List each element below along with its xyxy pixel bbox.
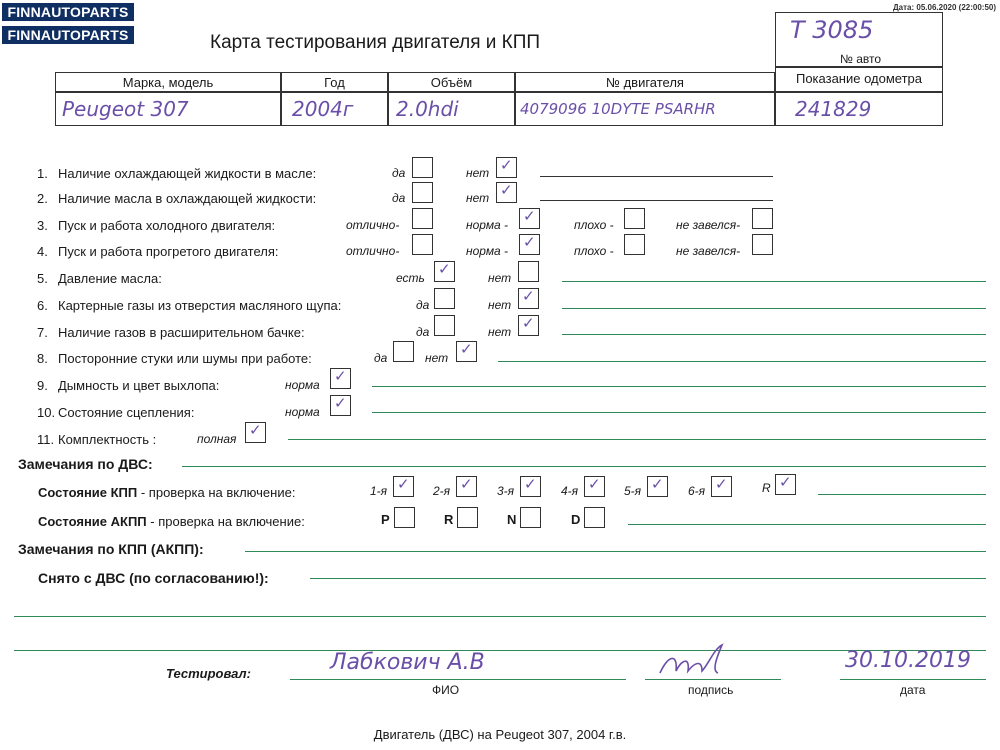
check-mark-icon: ✓: [438, 260, 451, 278]
option-label: полная: [197, 432, 237, 446]
option-label: отлично-: [346, 218, 400, 232]
signature-label: подпись: [688, 683, 734, 697]
kpp-label-bold: Состояние КПП: [38, 485, 138, 500]
item-number: 5.: [37, 271, 48, 286]
check-mark-icon: ✓: [715, 475, 728, 493]
gear-1-checkbox[interactable]: [393, 476, 414, 497]
gear-label: 5-я: [624, 484, 642, 498]
removed-label: Снято с ДВС (по согласованию!):: [38, 570, 269, 586]
gear-label: R: [444, 512, 454, 527]
value-volume: 2.0hdi: [396, 97, 459, 121]
check-mark-icon: ✓: [524, 475, 537, 493]
value-year: 2004г: [292, 97, 354, 121]
gear-d-checkbox[interactable]: [584, 507, 605, 528]
gear-3-checkbox[interactable]: [520, 476, 541, 497]
answer-line: [245, 551, 986, 552]
akpp-label-bold: Состояние АКПП: [38, 514, 147, 529]
checkbox-normal[interactable]: [519, 234, 540, 255]
answer-line: [628, 524, 986, 525]
remarks-dvs-label: Замечания по ДВС:: [18, 456, 153, 472]
col-header-odometer: Показание одометра: [795, 71, 922, 86]
fio-value: Лабкович А.В: [330, 650, 485, 675]
checkbox-yes[interactable]: [412, 182, 433, 203]
gear-label: D: [571, 512, 581, 527]
tested-by-label: Тестировал:: [166, 666, 251, 681]
kpp-label-rest: - проверка на включение:: [137, 485, 296, 500]
option-label: да: [416, 325, 430, 339]
gear-2-checkbox[interactable]: [456, 476, 477, 497]
gear-label: 1-я: [370, 484, 388, 498]
option-label: есть: [396, 271, 425, 285]
checkbox-no[interactable]: [496, 157, 517, 178]
item-number: 10.: [37, 405, 56, 420]
akpp-label: [38, 514, 305, 529]
check-mark-icon: ✓: [522, 314, 535, 332]
akpp-label-rest: - проверка на включение:: [146, 514, 305, 529]
value-odometer: 241829: [795, 97, 872, 121]
check-mark-icon: ✓: [249, 421, 262, 439]
gear-label: 4-я: [561, 484, 579, 498]
date-value: 30.10.2019: [845, 648, 971, 673]
item-label: Наличие газов в расширительном бачке:: [58, 325, 305, 340]
gear-p-checkbox[interactable]: [394, 507, 415, 528]
checkbox-bad[interactable]: [624, 234, 645, 255]
checkbox-normal[interactable]: [519, 208, 540, 229]
check-mark-icon: ✓: [500, 181, 513, 199]
checkbox-no[interactable]: [518, 315, 539, 336]
checkbox-excellent[interactable]: [412, 234, 433, 255]
checkbox-no-start[interactable]: [752, 234, 773, 255]
check-mark-icon: ✓: [334, 367, 347, 385]
answer-line: [310, 578, 986, 579]
item-number: 11.: [37, 432, 55, 447]
signature-graphic: [656, 643, 736, 683]
check-mark-icon: ✓: [523, 207, 536, 225]
answer-line: [562, 334, 986, 335]
value-engine-no: 4079096 10DYTE PSARHR: [520, 100, 716, 118]
auto-number-label: № авто: [840, 52, 882, 66]
gear-label: 2-я: [433, 484, 451, 498]
check-mark-icon: ✓: [334, 394, 347, 412]
answer-line: [288, 439, 986, 440]
option-label: да: [416, 298, 430, 312]
gear-n-checkbox[interactable]: [520, 507, 541, 528]
answer-line: [562, 308, 986, 309]
check-mark-icon: ✓: [460, 340, 473, 358]
option-label: нет: [488, 325, 512, 339]
check-mark-icon: ✓: [523, 233, 536, 251]
answer-line: [540, 176, 773, 177]
answer-line: [818, 494, 986, 495]
auto-number-value: T 3085: [790, 16, 874, 44]
remarks-kpp-label: Замечания по КПП (АКПП):: [18, 541, 204, 557]
answer-line: [562, 281, 986, 282]
gear-6-checkbox[interactable]: [711, 476, 732, 497]
gear-label: P: [381, 512, 390, 527]
checkbox-no[interactable]: [496, 182, 517, 203]
item-label: Пуск и работа прогретого двигателя:: [58, 244, 279, 259]
item-label: Давление масла:: [58, 271, 162, 286]
gear-5-checkbox[interactable]: [647, 476, 668, 497]
date-stamp: Дата: 05.06.2020 (22:00:50): [892, 3, 996, 12]
item-label: Дымность и цвет выхлопа:: [58, 378, 220, 393]
page-title: Карта тестирования двигателя и КПП: [210, 32, 541, 53]
kpp-label: [38, 485, 295, 500]
item-label: Комплектность :: [58, 432, 157, 447]
checkbox-yes[interactable]: [393, 341, 414, 362]
checkbox-no[interactable]: [518, 261, 539, 282]
checkbox-yes[interactable]: [412, 157, 433, 178]
checkbox-bad[interactable]: [624, 208, 645, 229]
item-label: Наличие масла в охлаждающей жидкости:: [58, 191, 317, 206]
option-label: нет: [488, 271, 512, 285]
option-label: отлично-: [346, 244, 400, 258]
checkbox-yes[interactable]: [434, 261, 455, 282]
checkbox-no[interactable]: [456, 341, 477, 362]
checkbox-yes[interactable]: [434, 315, 455, 336]
watermark-badge: FINNAUTOPARTS: [2, 26, 134, 44]
answer-line: [540, 200, 773, 201]
item-label: Наличие охлаждающей жидкости в масле:: [58, 166, 317, 181]
answer-line: [182, 466, 986, 467]
option-label: норма -: [466, 218, 509, 232]
gear-r-checkbox[interactable]: [775, 474, 796, 495]
col-header-year: Год: [324, 75, 345, 90]
checkbox-no[interactable]: [518, 288, 539, 309]
answer-line: [498, 361, 986, 362]
checkbox-yes[interactable]: [434, 288, 455, 309]
date-line: [840, 679, 986, 680]
item-number: 6.: [37, 298, 48, 313]
check-mark-icon: ✓: [779, 473, 792, 491]
check-mark-icon: ✓: [522, 287, 535, 305]
item-number: 7.: [37, 325, 48, 340]
signature-line: [645, 679, 781, 680]
check-mark-icon: ✓: [460, 475, 473, 493]
option-label: нет: [425, 351, 449, 365]
col-header-model: Марка, модель: [122, 75, 214, 90]
option-label: норма -: [466, 244, 509, 258]
checkbox-normal[interactable]: [330, 395, 351, 416]
option-label: да: [392, 191, 406, 205]
answer-line: [372, 386, 986, 387]
option-label: да: [392, 166, 406, 180]
item-number: 3.: [37, 218, 48, 233]
option-label: нет: [466, 166, 490, 180]
answer-line: [372, 412, 986, 413]
check-mark-icon: ✓: [651, 475, 664, 493]
checkbox-excellent[interactable]: [412, 208, 433, 229]
item-number: 9.: [37, 378, 48, 393]
checkbox-normal[interactable]: [330, 368, 351, 389]
option-label: нет: [488, 298, 512, 312]
item-number: 2.: [37, 191, 48, 206]
col-header-volume: Объём: [430, 75, 473, 90]
check-mark-icon: ✓: [397, 475, 410, 493]
gear-4-checkbox[interactable]: [584, 476, 605, 497]
option-label: да: [374, 351, 388, 365]
gear-label: 3-я: [497, 484, 515, 498]
fio-label: ФИО: [432, 683, 460, 697]
item-number: 8.: [37, 351, 48, 366]
check-mark-icon: ✓: [588, 475, 601, 493]
item-number: 4.: [37, 244, 48, 259]
date-label: дата: [900, 683, 926, 697]
option-label: норма: [285, 405, 320, 419]
option-label: не завелся-: [676, 244, 741, 258]
item-label: Посторонние стуки или шумы при работе:: [58, 351, 312, 366]
checkbox-complete[interactable]: [245, 422, 266, 443]
item-label: Картерные газы из отверстия масляного щупа:: [58, 298, 342, 313]
value-model: Peugeot 307: [62, 97, 189, 121]
checkbox-no-start[interactable]: [752, 208, 773, 229]
col-header-engine-no: № двигателя: [606, 75, 684, 90]
option-label: норма: [285, 378, 320, 392]
option-label: не завелся-: [676, 218, 741, 232]
gear-label: 6-я: [688, 484, 706, 498]
gear-label: N: [507, 512, 517, 527]
item-label: Пуск и работа холодного двигателя:: [58, 218, 276, 233]
gear-r-akpp-checkbox[interactable]: [457, 507, 478, 528]
option-label: плохо -: [574, 218, 614, 232]
check-mark-icon: ✓: [500, 156, 513, 174]
watermark-badge: FINNAUTOPARTS: [2, 3, 134, 21]
fio-line: [290, 679, 626, 680]
item-label: Состояние сцепления:: [58, 405, 195, 420]
caption: Двигатель (ДВС) на Peugeot 307, 2004 г.в.: [373, 727, 627, 742]
item-number: 1.: [37, 166, 48, 181]
option-label: плохо -: [574, 244, 614, 258]
answer-line: [14, 650, 986, 651]
gear-label: R: [762, 481, 771, 495]
answer-line: [14, 616, 986, 617]
option-label: нет: [466, 191, 490, 205]
